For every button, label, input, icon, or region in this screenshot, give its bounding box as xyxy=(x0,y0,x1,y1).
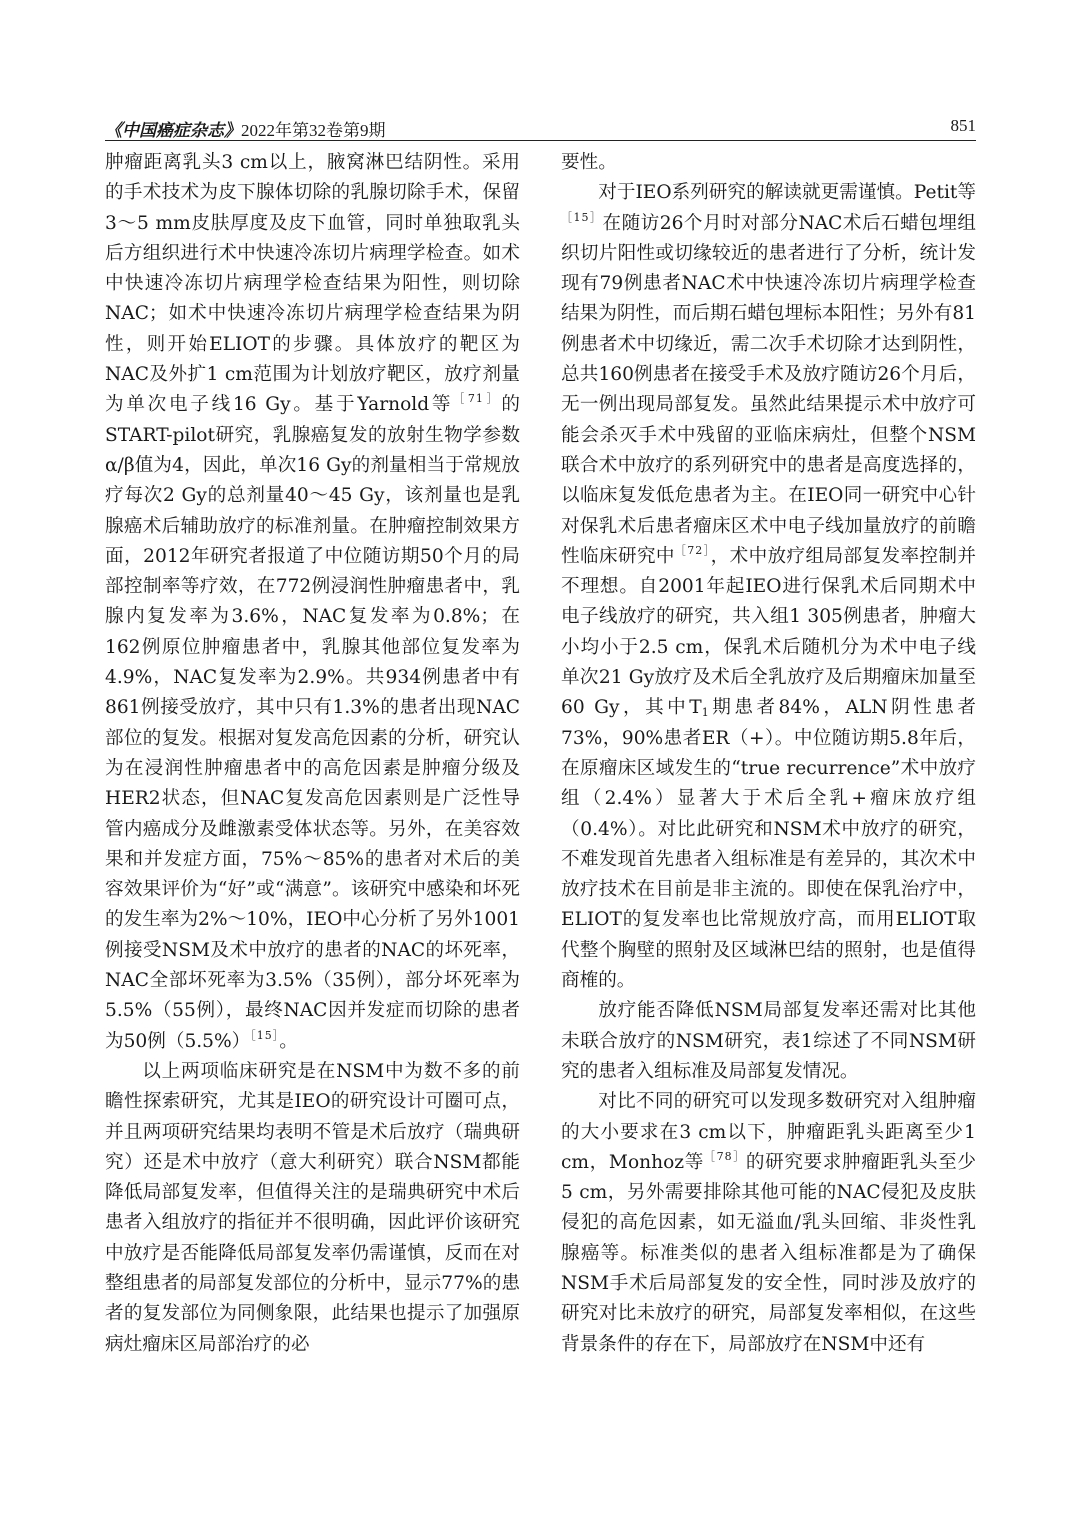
paragraph xyxy=(105,148,520,1057)
paragraph-text: 的研究要求肿瘤距乳头至少5 cm，另外需要排除其他可能的NAC侵犯及皮肤侵犯的高危因素，如无溢血/乳头回缩、非炎性乳腺癌等。标准类似的患者入组标准都是为了确保NSM手术后局部复发的安全性，同时涉及放疗的研究对比未放疗的研究，局部复发率相似，在这些背景条件的存在下，局部放疗在NSM中还有 xyxy=(561,1151,976,1355)
paragraph-text: 。 xyxy=(279,1030,298,1052)
paragraph-text: 对比不同的研究可以发现多数研究对入组肿瘤的大小要求在3 cm以下，肿瘤距乳头距离至少1 cm，Monhoz等 xyxy=(561,1091,976,1173)
paragraph xyxy=(561,1087,976,1360)
right-column xyxy=(561,148,976,1398)
paragraph-text: 肿瘤距离乳头3 cm以上，腋窝淋巴结阴性。采用的手术技术为皮下腺体切除的乳腺切除手术，保留3～5 mm皮肤厚度及皮下血管，同时单独取乳头后方组织进行术中快速冷冻切片病理学检查。如术中快速冷冻切片病理学检查结果为阳性，则切除NAC；如术中快速冷冻切片病理学检查结果为阴性，则开始ELIOT的步骤。具体放疗的靶区为NAC及外扩1 cm范围为计划放疗靶区，放疗剂量为单次电子线16 Gy。基于Yarnold等 xyxy=(105,152,520,416)
paragraph-text: 的START-pilot研究，乳腺癌复发的放射生物学参数α/β值为4，因此，单次16 Gy的剂量相当于常规放疗每次2 Gy的总剂量40～45 Gy，该剂量也是乳腺癌术后辅助放疗的标准剂量。在肿瘤控制效果方面，2012年研究者报道了中位随访期50个月的局部控制率等疗效，在772例浸润性肿瘤患者中，乳腺内复发率为3.6%，NAC复发率为0.8%；在162例原位肿瘤患者中，乳腺其他部位复发率为4.9%，NAC复发率为2.9%。共934例患者中有861例接受放疗，其中只有1.3%的患者出现NAC部位的复发。根据对复发高危因素的分析，研究认为在浸润性肿瘤患者中的高危因素是肿瘤分级及HER2状态，但NAC复发高危因素则是广泛性导管内癌成分及雌激素受体状态等。另外，在美容效果和并发症方面，75%～85%的患者对术后的美容效果评价为“好”或“满意”。该研究中感染和坏死的发生率为2%～10%，IEO中心分析了另外1001例接受NSM及术中放疗的患者的NAC的坏死率，NAC全部坏死率为3.5%（35例），部分坏死率为5.5%（55例），最终NAC因并发症而切除的患者为50例（5.5%） xyxy=(105,394,520,1052)
journal-citation xyxy=(105,116,386,141)
paragraph: 要性。 xyxy=(561,152,617,173)
citation-ref: ［72］ xyxy=(674,543,711,557)
left-column xyxy=(105,148,520,1398)
citation-ref: ［71］ xyxy=(453,392,502,406)
journal-name: 《中国癌症杂志》 xyxy=(105,121,241,140)
citation-ref: ［15］ xyxy=(561,210,603,224)
citation-ref: ［15］ xyxy=(250,1028,280,1042)
citation-ref: ［78］ xyxy=(703,1149,746,1163)
paragraph-text: 对于IEO系列研究的解读就更需谨慎。Petit等 xyxy=(598,182,976,204)
header-divider xyxy=(105,140,976,141)
page-number: 851 xyxy=(950,116,976,135)
subscript: 1 xyxy=(701,706,709,720)
paragraph: 以上两项临床研究是在NSM中为数不多的前瞻性探索研究，尤其是IEO的研究设计可圈可点，并且两项研究结果均表明不管是术后放疗（瑞典研究）还是术中放疗（意大利研究）联合NSM都能降低局部复发率，但值得关注的是瑞典研究中术后患者入组放疗的指征并不很明确，因此评价该研究中放疗是否能降低局部复发率仍需谨慎，反而在对整组患者的局部复发部位的分析中，显示77%的患者的复发部位为同侧象限，此结果也提示了加强原病灶瘤床区局部治疗的必 xyxy=(105,1060,520,1355)
paragraph: 放疗能否降低NSM局部复发率还需对比其他未联合放疗的NSM研究，表1综述了不同NSM研究的患者入组标准及局部复发情况。 xyxy=(561,1000,976,1082)
paragraph xyxy=(561,178,976,996)
journal-issue: 2022年第32卷第9期 xyxy=(241,121,386,140)
paragraph-text: 期患者84%，ALN阴性患者73%，90%患者ER（+）。中位随访期5.8年后，在原瘤床区域发生的“true recurrence”术中放疗组（2.4%）显著大于术后全乳+瘤床放疗组（0.4%）。对比此研究和NSM术中放疗的研究，不难发现首先患者入组标准是有差异的，其次术中放疗技术在目前是非主流的。即使在保乳治疗中，ELIOT的复发率也比常规放疗高，而用ELIOT取代整个胸壁的照射及区域淋巴结的照射，也是值得商榷的。 xyxy=(561,697,976,992)
paragraph-text: 在随访26个月时对部分NAC术后石蜡包埋组织切片阳性或切缘较近的患者进行了分析，统计发现有79例患者NAC术中快速冷冻切片病理学检查结果为阴性，而后期石蜡包埋标本阳性；另外有81例患者术中切缘近，需二次手术切除才达到阴性，总共160例患者在接受手术及放疗随访26个月后，无一例出现局部复发。虽然此结果提示术中放疗可能会杀灭手术中残留的亚临床病灶，但整个NSM联合术中放疗的系列研究中的患者是高度选择的，以临床复发低危患者为主。在IEO同一研究中心针对保乳术后患者瘤床区术中电子线加量放疗的前瞻性临床研究中 xyxy=(561,212,976,567)
paragraph-text: ，术中放疗组局部复发率控制并不理想。自2001年起IEO进行保乳术后同期术中电子线放疗的研究，共入组1 305例患者，肿瘤大小均小于2.5 cm，保乳术后随机分为术中电子线单次21 Gy放疗及术后全乳放疗及后期瘤床加量至60 Gy，其中T xyxy=(561,545,976,719)
